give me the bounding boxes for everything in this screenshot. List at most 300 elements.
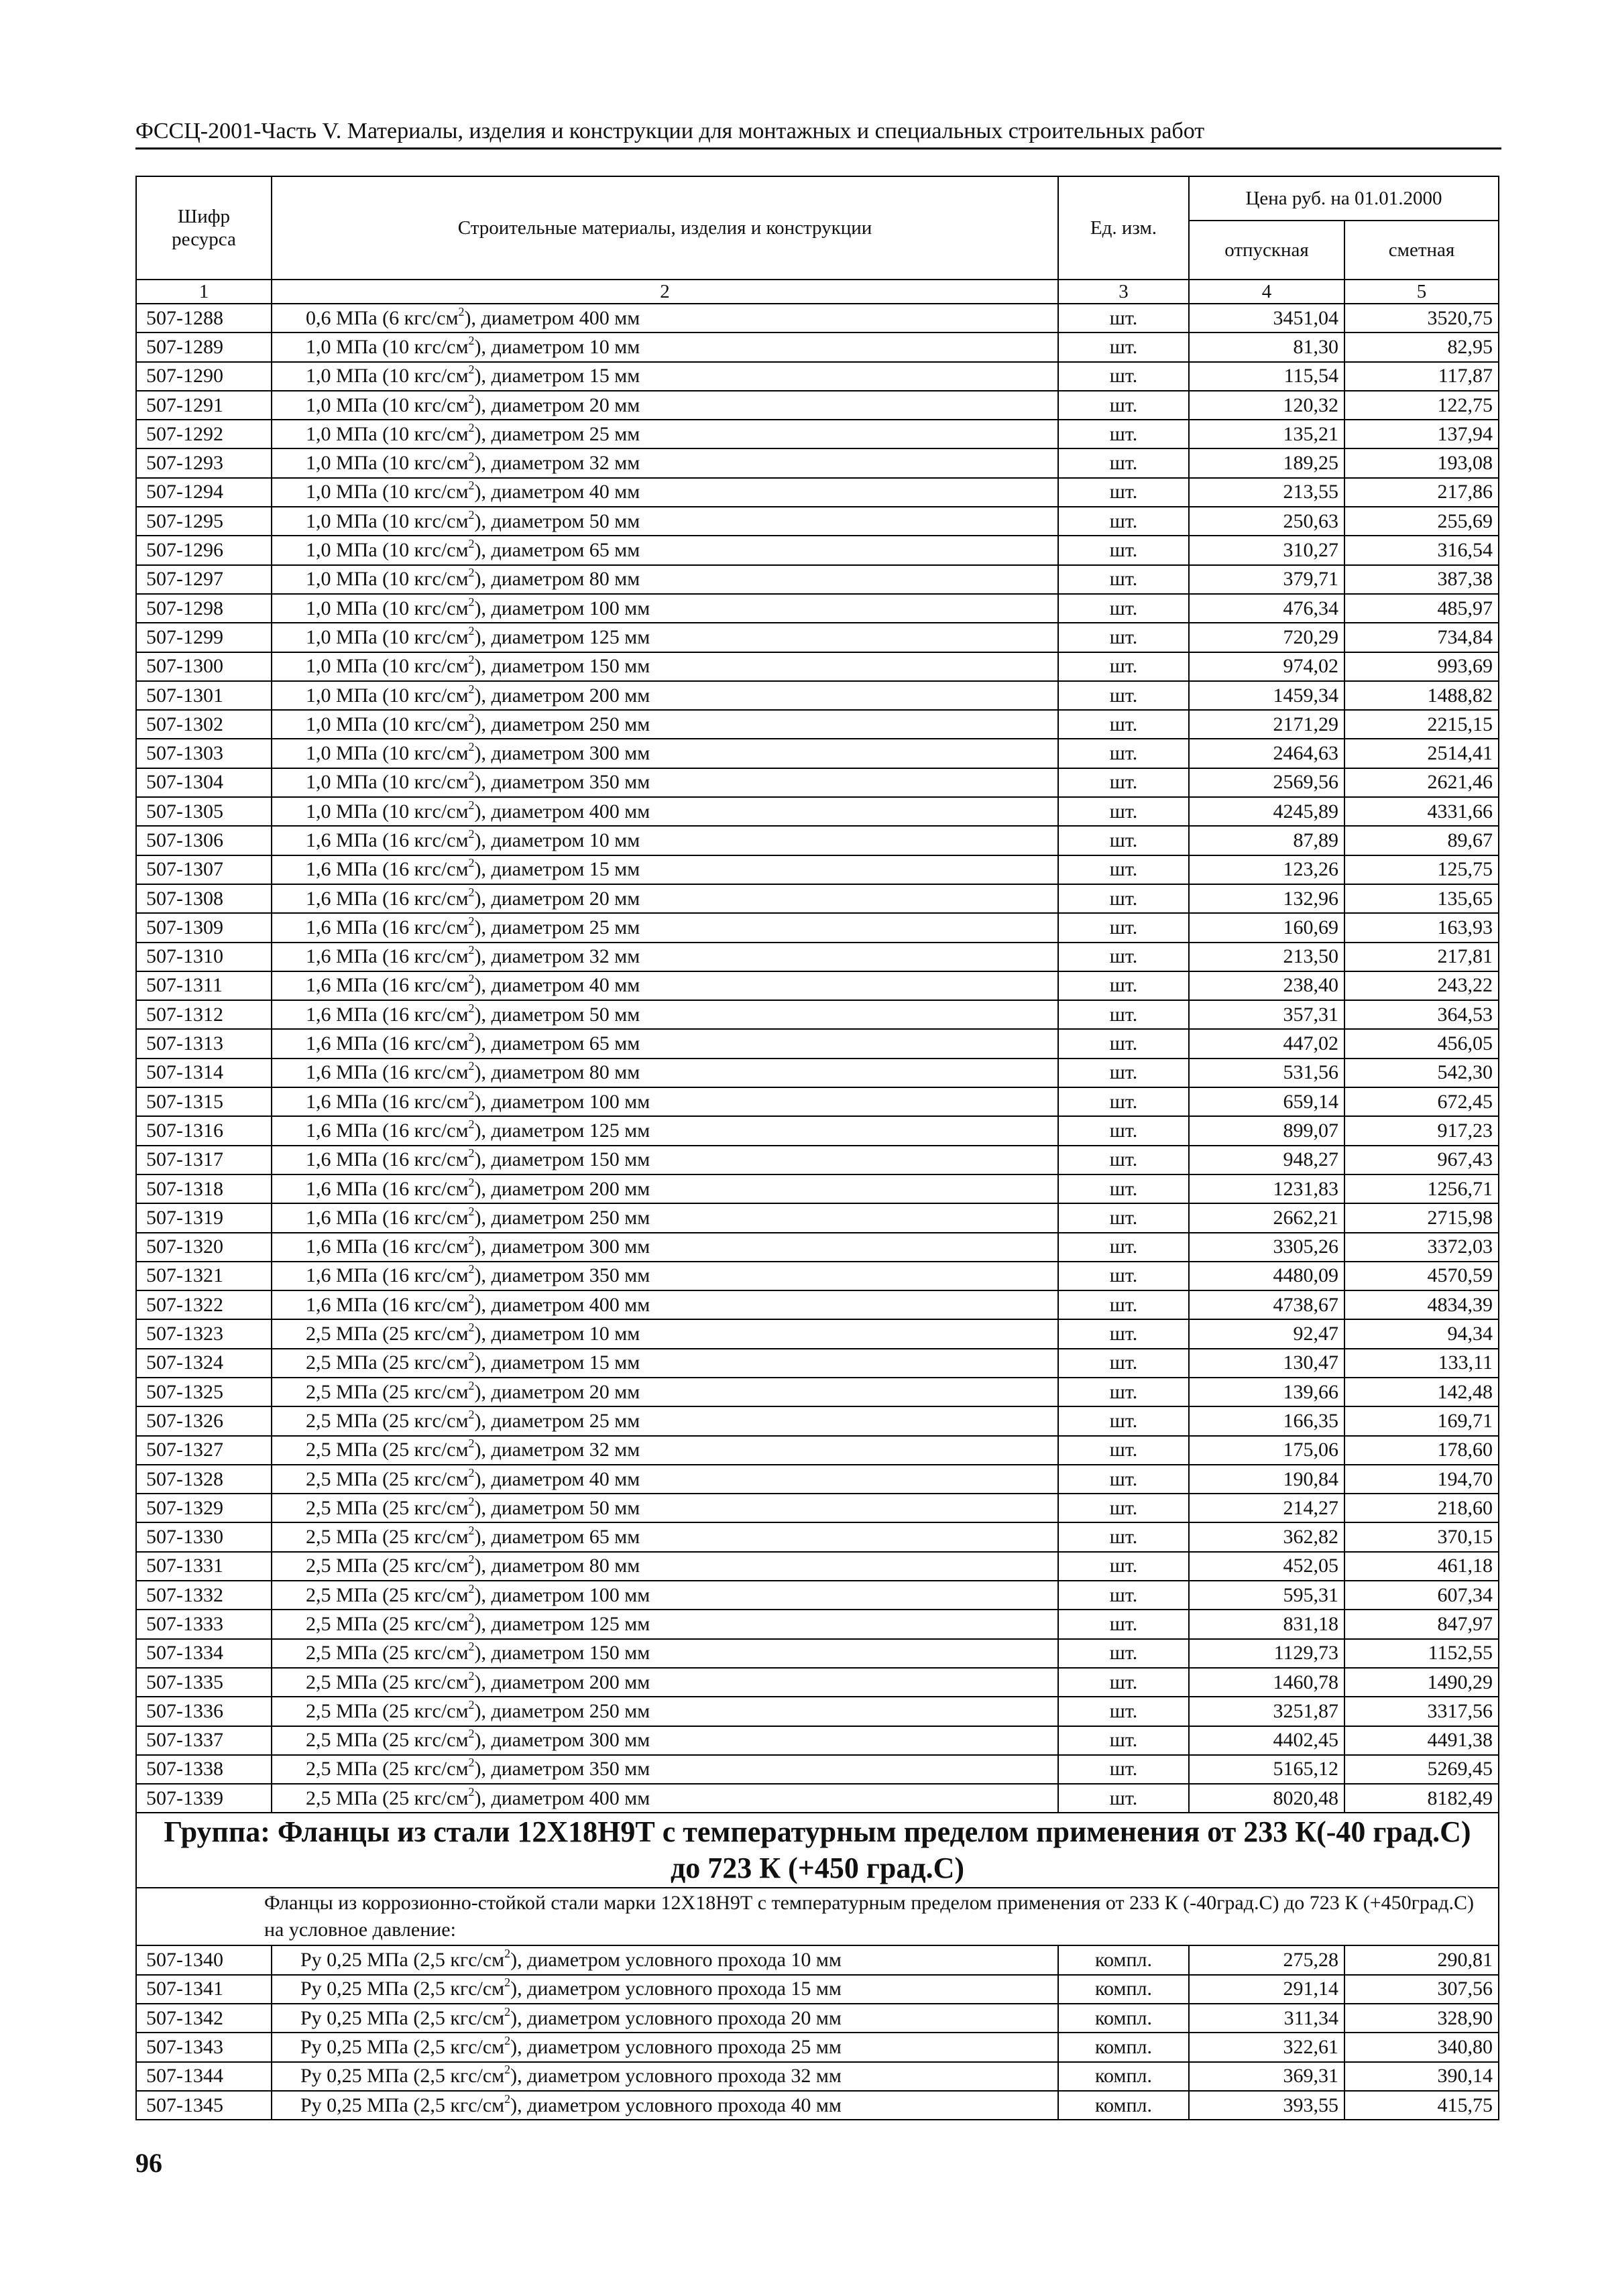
- cell-name: [272, 507, 1058, 536]
- name-part: Ру 0,25 МПа (2,5 кгс/см: [300, 1949, 505, 1972]
- cell-name: [272, 448, 1058, 477]
- superscript: 2: [468, 450, 475, 464]
- superscript: 2: [468, 1640, 475, 1654]
- name-part: ), диаметром условного прохода 32 мм: [510, 2065, 842, 2088]
- cell-price-estimate: 82,95: [1344, 333, 1499, 361]
- table-row: [136, 1174, 1499, 1203]
- cell-code: 507-1327: [136, 1436, 272, 1465]
- name-part: ), диаметром 25 мм: [474, 1409, 640, 1432]
- cell-unit: шт.: [1058, 1610, 1189, 1638]
- cell-price-release: 135,21: [1189, 420, 1344, 448]
- cell-code: 507-1305: [136, 797, 272, 826]
- name-part: 1,6 МПа (16 кгс/см: [306, 1206, 469, 1229]
- superscript: 2: [468, 1697, 475, 1711]
- name-part: Ру 0,25 МПа (2,5 кгс/см: [300, 1978, 505, 2000]
- name-part: ), диаметром 80 мм: [474, 568, 640, 591]
- cell-price-estimate: 1256,71: [1344, 1174, 1499, 1203]
- cell-price-release: 166,35: [1189, 1406, 1344, 1435]
- cell-name: [272, 1755, 1058, 1784]
- table-row: [136, 507, 1499, 536]
- cell-name: [272, 536, 1058, 564]
- cell-code: 507-1336: [136, 1697, 272, 1726]
- cell-price-release: 2662,21: [1189, 1203, 1344, 1232]
- cell-unit: шт.: [1058, 768, 1189, 797]
- cell-code: 507-1290: [136, 362, 272, 391]
- table-row: [136, 768, 1499, 797]
- superscript: 2: [504, 2063, 511, 2077]
- cell-unit: компл.: [1058, 2004, 1189, 2033]
- name-part: Ру 0,25 МПа (2,5 кгс/см: [300, 2006, 505, 2029]
- cell-code: 507-1326: [136, 1406, 272, 1435]
- cell-price-estimate: 917,23: [1344, 1116, 1499, 1145]
- superscript: 2: [468, 914, 475, 928]
- cell-price-release: 3451,04: [1189, 304, 1344, 333]
- cell-code: 507-1345: [136, 2091, 272, 2120]
- cell-code: 507-1342: [136, 2004, 272, 2033]
- name-part: ), диаметром 350 мм: [474, 1758, 650, 1780]
- name-part: 1,0 МПа (10 кгс/см: [306, 481, 469, 503]
- cell-code: 507-1341: [136, 1975, 272, 2004]
- cell-price-estimate: 4834,39: [1344, 1290, 1499, 1319]
- cell-name: [272, 913, 1058, 942]
- group-description: Фланцы из коррозионно-стойкой стали марки 12Х18Н9Т с температурным пределом применения от 233 К (-40град.С) до 723 К (+450град.С) на условное давление:: [136, 1888, 1499, 1945]
- cell-price-estimate: 125,75: [1344, 855, 1499, 884]
- table-row: [136, 594, 1499, 623]
- name-part: ), диаметром 400 мм: [474, 1293, 650, 1316]
- cell-price-release: 452,05: [1189, 1552, 1344, 1581]
- name-part: 2,5 МПа (25 кгс/см: [306, 1496, 469, 1519]
- cell-code: 507-1303: [136, 739, 272, 768]
- cell-price-estimate: 672,45: [1344, 1087, 1499, 1116]
- cell-price-release: 175,06: [1189, 1436, 1344, 1465]
- cell-unit: шт.: [1058, 478, 1189, 507]
- cell-price-release: 476,34: [1189, 594, 1344, 623]
- cell-name: [272, 565, 1058, 594]
- superscript: 2: [468, 769, 475, 783]
- cell-price-release: 311,34: [1189, 2004, 1344, 2033]
- cell-name: [272, 2062, 1058, 2091]
- name-part: ), диаметром 10 мм: [474, 1323, 640, 1345]
- name-part: 1,0 МПа (10 кгс/см: [306, 625, 469, 648]
- name-part: 2,5 МПа (25 кгс/см: [306, 1409, 469, 1432]
- cell-unit: шт.: [1058, 1668, 1189, 1697]
- superscript: 2: [468, 711, 475, 725]
- cell-name: [272, 333, 1058, 361]
- cell-unit: шт.: [1058, 1465, 1189, 1494]
- cell-unit: шт.: [1058, 1233, 1189, 1262]
- running-header: ФССЦ-2001-Часть V. Материалы, изделия и конструкции для монтажных и специальных строительных работ: [135, 115, 1501, 149]
- cell-unit: шт.: [1058, 1639, 1189, 1668]
- cell-price-release: 87,89: [1189, 826, 1344, 855]
- cell-unit: шт.: [1058, 1552, 1189, 1581]
- col-header-price-estimate: сметная: [1344, 221, 1499, 280]
- cell-unit: шт.: [1058, 623, 1189, 652]
- table-row: [136, 1945, 1499, 1974]
- superscript: 2: [468, 682, 475, 696]
- table-row: [136, 1233, 1499, 1262]
- cell-price-estimate: 133,11: [1344, 1349, 1499, 1378]
- col-number: 2: [272, 280, 1058, 304]
- cell-price-release: 214,27: [1189, 1494, 1344, 1522]
- superscript: 2: [468, 1581, 475, 1595]
- table-row: [136, 913, 1499, 942]
- table-row: [136, 797, 1499, 826]
- cell-code: 507-1333: [136, 1610, 272, 1638]
- cell-unit: шт.: [1058, 681, 1189, 710]
- cell-unit: шт.: [1058, 1203, 1189, 1232]
- name-part: ), диаметром 100 мм: [474, 597, 650, 619]
- cell-unit: шт.: [1058, 1087, 1189, 1116]
- name-part: 1,6 МПа (16 кгс/см: [306, 858, 469, 881]
- cell-code: 507-1329: [136, 1494, 272, 1522]
- cell-code: 507-1335: [136, 1668, 272, 1697]
- cell-unit: шт.: [1058, 855, 1189, 884]
- cell-code: 507-1312: [136, 1000, 272, 1029]
- cell-price-release: 160,69: [1189, 913, 1344, 942]
- cell-unit: шт.: [1058, 739, 1189, 768]
- col-number: 1: [136, 280, 272, 304]
- name-part: ), диаметром 25 мм: [474, 916, 640, 939]
- name-part: ), диаметром 15 мм: [474, 1351, 640, 1374]
- name-part: ), диаметром 32 мм: [474, 452, 640, 475]
- cell-price-estimate: 415,75: [1344, 2091, 1499, 2120]
- cell-unit: шт.: [1058, 1726, 1189, 1755]
- name-part: 1,6 МПа (16 кгс/см: [306, 1264, 469, 1287]
- group-section: [136, 1813, 1499, 1945]
- cell-name: [272, 2033, 1058, 2061]
- cell-price-estimate: 122,75: [1344, 391, 1499, 420]
- name-part: 1,6 МПа (16 кгс/см: [306, 887, 469, 910]
- name-part: 2,5 МПа (25 кгс/см: [306, 1671, 469, 1693]
- name-part: ), диаметром 40 мм: [474, 481, 640, 503]
- cell-unit: шт.: [1058, 448, 1189, 477]
- group-title: Группа: Фланцы из стали 12Х18Н9Т с температурным пределом применения от 233 К(-40 град.С) до 723 К (+450 град.С): [136, 1813, 1499, 1888]
- cell-price-estimate: 135,65: [1344, 884, 1499, 913]
- name-part: 2,5 МПа (25 кгс/см: [306, 1699, 469, 1722]
- table-row: [136, 1975, 1499, 2004]
- name-part: ), диаметром 250 мм: [474, 1699, 650, 1722]
- table-row: [136, 1784, 1499, 1813]
- col-header-name: Строительные материалы, изделия и конструкции: [272, 176, 1058, 280]
- cell-name: [272, 1610, 1058, 1638]
- cell-price-estimate: 218,60: [1344, 1494, 1499, 1522]
- cell-name: [272, 1349, 1058, 1378]
- cell-price-release: 369,31: [1189, 2062, 1344, 2091]
- cell-price-estimate: 340,80: [1344, 2033, 1499, 2061]
- cell-price-estimate: 316,54: [1344, 536, 1499, 564]
- superscript: 2: [468, 1088, 475, 1102]
- cell-unit: шт.: [1058, 710, 1189, 739]
- cell-price-estimate: 217,81: [1344, 943, 1499, 971]
- cell-name: [272, 1059, 1058, 1087]
- table-row: [136, 1610, 1499, 1638]
- cell-unit: шт.: [1058, 1755, 1189, 1784]
- table-row: [136, 1697, 1499, 1726]
- cell-unit: шт.: [1058, 1581, 1189, 1610]
- superscript: 2: [468, 653, 475, 667]
- name-part: ), диаметром 150 мм: [474, 1642, 650, 1665]
- cell-price-release: 4480,09: [1189, 1262, 1344, 1290]
- cell-unit: шт.: [1058, 333, 1189, 361]
- name-part: ), диаметром 65 мм: [474, 539, 640, 562]
- cell-code: 507-1309: [136, 913, 272, 942]
- cell-price-release: 291,14: [1189, 1975, 1344, 2004]
- cell-code: 507-1324: [136, 1349, 272, 1378]
- cell-unit: шт.: [1058, 1174, 1189, 1203]
- name-part: Ру 0,25 МПа (2,5 кгс/см: [300, 2065, 505, 2088]
- cell-name: [272, 797, 1058, 826]
- cell-code: 507-1334: [136, 1639, 272, 1668]
- cell-price-estimate: 255,69: [1344, 507, 1499, 536]
- cell-price-estimate: 1152,55: [1344, 1639, 1499, 1668]
- cell-code: 507-1313: [136, 1029, 272, 1058]
- name-part: ), диаметром 400 мм: [474, 800, 650, 823]
- name-part: 2,5 МПа (25 кгс/см: [306, 1583, 469, 1606]
- name-part: ), диаметром 150 мм: [474, 1148, 650, 1171]
- cell-unit: шт.: [1058, 1406, 1189, 1435]
- superscript: 2: [468, 1611, 475, 1624]
- cell-price-estimate: 390,14: [1344, 2062, 1499, 2091]
- cell-code: 507-1337: [136, 1726, 272, 1755]
- cell-name: [272, 1203, 1058, 1232]
- table-row: [136, 1029, 1499, 1058]
- cell-name: [272, 943, 1058, 971]
- cell-name: [272, 768, 1058, 797]
- superscript: 2: [468, 1465, 475, 1479]
- cell-code: 507-1317: [136, 1146, 272, 1174]
- table-row: [136, 1349, 1499, 1378]
- table-row: [136, 1059, 1499, 1087]
- table-row: [136, 304, 1499, 333]
- superscript: 2: [468, 1321, 475, 1335]
- name-part: ), диаметром 50 мм: [474, 1003, 640, 1026]
- cell-price-release: 5165,12: [1189, 1755, 1344, 1784]
- cell-name: [272, 623, 1058, 652]
- superscript: 2: [468, 1494, 475, 1508]
- cell-name: [272, 710, 1058, 739]
- name-part: ), диаметром 100 мм: [474, 1090, 650, 1113]
- name-part: 1,6 МПа (16 кгс/см: [306, 1119, 469, 1142]
- cell-price-estimate: 485,97: [1344, 594, 1499, 623]
- superscript: 2: [468, 1233, 475, 1248]
- cell-code: 507-1340: [136, 1945, 272, 1974]
- cell-price-release: 899,07: [1189, 1116, 1344, 1145]
- name-part: 1,0 МПа (10 кгс/см: [306, 568, 469, 591]
- cell-unit: компл.: [1058, 2033, 1189, 2061]
- cell-price-release: 362,82: [1189, 1522, 1344, 1551]
- superscript: 2: [504, 2033, 511, 2047]
- name-part: ), диаметром условного прохода 40 мм: [510, 2094, 842, 2116]
- col-number: 5: [1344, 280, 1499, 304]
- name-part: 2,5 МПа (25 кгс/см: [306, 1323, 469, 1345]
- cell-name: [272, 2004, 1058, 2033]
- cell-name: [272, 1494, 1058, 1522]
- cell-name: [272, 1522, 1058, 1551]
- cell-price-release: 189,25: [1189, 448, 1344, 477]
- cell-code: 507-1302: [136, 710, 272, 739]
- superscript: 2: [468, 1204, 475, 1218]
- name-part: 1,6 МПа (16 кгс/см: [306, 1148, 469, 1171]
- superscript: 2: [468, 566, 475, 580]
- col-number: 3: [1058, 280, 1189, 304]
- cell-name: [272, 681, 1058, 710]
- superscript: 2: [468, 1756, 475, 1770]
- cell-code: 507-1288: [136, 304, 272, 333]
- name-part: ), диаметром 80 мм: [474, 1555, 640, 1577]
- name-part: 1,6 МПа (16 кгс/см: [306, 829, 469, 851]
- cell-name: [272, 884, 1058, 913]
- cell-name: [272, 1975, 1058, 2004]
- cell-price-release: 120,32: [1189, 391, 1344, 420]
- cell-price-release: 310,27: [1189, 536, 1344, 564]
- cell-price-release: 213,55: [1189, 478, 1344, 507]
- cell-unit: шт.: [1058, 652, 1189, 681]
- name-part: ), диаметром 350 мм: [474, 771, 650, 794]
- superscript: 2: [468, 1291, 475, 1305]
- cell-name: [272, 1697, 1058, 1726]
- name-part: 2,5 МПа (25 кгс/см: [306, 1526, 469, 1549]
- cell-name: [272, 1233, 1058, 1262]
- cell-unit: шт.: [1058, 1522, 1189, 1551]
- cell-unit: шт.: [1058, 1784, 1189, 1813]
- name-part: ), диаметром 400 мм: [474, 1787, 650, 1809]
- cell-code: 507-1295: [136, 507, 272, 536]
- cell-price-release: 357,31: [1189, 1000, 1344, 1029]
- name-part: 2,5 МПа (25 кгс/см: [306, 1729, 469, 1752]
- cell-name: [272, 1290, 1058, 1319]
- table-row: [136, 1581, 1499, 1610]
- cell-price-estimate: 993,69: [1344, 652, 1499, 681]
- superscript: 2: [468, 827, 475, 841]
- cell-price-release: 115,54: [1189, 362, 1344, 391]
- name-part: 1,6 МПа (16 кгс/см: [306, 1235, 469, 1258]
- name-part: ), диаметром 300 мм: [474, 1729, 650, 1752]
- cell-name: [272, 478, 1058, 507]
- table-row: [136, 1436, 1499, 1465]
- cell-price-estimate: 542,30: [1344, 1059, 1499, 1087]
- name-part: 0,6 МПа (6 кгс/см: [306, 306, 459, 329]
- name-part: ), диаметром условного прохода 20 мм: [510, 2006, 842, 2029]
- superscript: 2: [468, 1146, 475, 1160]
- cell-code: 507-1314: [136, 1059, 272, 1087]
- cell-price-estimate: 89,67: [1344, 826, 1499, 855]
- superscript: 2: [468, 1262, 475, 1276]
- cell-code: 507-1306: [136, 826, 272, 855]
- name-part: 2,5 МПа (25 кгс/см: [306, 1555, 469, 1577]
- cell-unit: шт.: [1058, 943, 1189, 971]
- cell-price-estimate: 2514,41: [1344, 739, 1499, 768]
- superscript: 2: [468, 363, 475, 377]
- cell-price-release: 132,96: [1189, 884, 1344, 913]
- cell-code: 507-1321: [136, 1262, 272, 1290]
- name-part: 2,5 МПа (25 кгс/см: [306, 1613, 469, 1635]
- cell-price-release: 123,26: [1189, 855, 1344, 884]
- cell-price-release: 1460,78: [1189, 1668, 1344, 1697]
- cell-price-estimate: 307,56: [1344, 1975, 1499, 2004]
- superscript: 2: [468, 1407, 475, 1421]
- col-header-price-group: Цена руб. на 01.01.2000: [1189, 176, 1499, 221]
- cell-name: [272, 391, 1058, 420]
- name-part: 2,5 МПа (25 кгс/см: [306, 1439, 469, 1461]
- cell-price-release: 659,14: [1189, 1087, 1344, 1116]
- table-row: [136, 2091, 1499, 2120]
- name-part: 1,6 МПа (16 кгс/см: [306, 1293, 469, 1316]
- superscript: 2: [468, 1175, 475, 1189]
- cell-code: 507-1339: [136, 1784, 272, 1813]
- superscript: 2: [504, 1976, 511, 1990]
- cell-price-estimate: 370,15: [1344, 1522, 1499, 1551]
- table-row: [136, 1494, 1499, 1522]
- name-part: ), диаметром 250 мм: [474, 1206, 650, 1229]
- cell-price-release: 1459,34: [1189, 681, 1344, 710]
- cell-price-estimate: 1490,29: [1344, 1668, 1499, 1697]
- cell-name: [272, 1087, 1058, 1116]
- cell-price-release: 8020,48: [1189, 1784, 1344, 1813]
- cell-price-estimate: 94,34: [1344, 1319, 1499, 1348]
- cell-name: [272, 652, 1058, 681]
- name-part: 2,5 МПа (25 кгс/см: [306, 1642, 469, 1665]
- name-part: 1,0 МПа (10 кгс/см: [306, 452, 469, 475]
- table-row: [136, 1203, 1499, 1232]
- superscript: 2: [458, 304, 465, 318]
- cell-unit: компл.: [1058, 2091, 1189, 2120]
- name-part: 2,5 МПа (25 кгс/см: [306, 1351, 469, 1374]
- name-part: 1,6 МПа (16 кгс/см: [306, 916, 469, 939]
- cell-price-release: 3251,87: [1189, 1697, 1344, 1726]
- cell-price-estimate: 847,97: [1344, 1610, 1499, 1638]
- cell-price-release: 393,55: [1189, 2091, 1344, 2120]
- table-row: [136, 536, 1499, 564]
- name-part: ), диаметром 100 мм: [474, 1583, 650, 1606]
- table-row: [136, 1319, 1499, 1348]
- cell-name: [272, 304, 1058, 333]
- name-part: ), диаметром 25 мм: [474, 422, 640, 445]
- cell-price-estimate: 461,18: [1344, 1552, 1499, 1581]
- cell-price-release: 238,40: [1189, 971, 1344, 1000]
- cell-price-release: 379,71: [1189, 565, 1344, 594]
- superscript: 2: [468, 1117, 475, 1131]
- cell-code: 507-1343: [136, 2033, 272, 2061]
- cell-unit: шт.: [1058, 913, 1189, 942]
- table-row: [136, 420, 1499, 448]
- cell-code: 507-1292: [136, 420, 272, 448]
- cell-code: 507-1308: [136, 884, 272, 913]
- name-part: 1,0 МПа (10 кгс/см: [306, 539, 469, 562]
- cell-unit: шт.: [1058, 420, 1189, 448]
- cell-name: [272, 855, 1058, 884]
- table-row: [136, 1639, 1499, 1668]
- superscript: 2: [468, 885, 475, 899]
- cell-price-estimate: 217,86: [1344, 478, 1499, 507]
- superscript: 2: [504, 1947, 511, 1961]
- table-row: [136, 391, 1499, 420]
- cell-price-estimate: 2215,15: [1344, 710, 1499, 739]
- cell-code: 507-1338: [136, 1755, 272, 1784]
- cell-price-estimate: 193,08: [1344, 448, 1499, 477]
- superscript: 2: [468, 595, 475, 609]
- table-row: [136, 1668, 1499, 1697]
- name-part: ), диаметром 50 мм: [474, 1496, 640, 1519]
- table-body: [136, 304, 1499, 1813]
- cell-unit: компл.: [1058, 1945, 1189, 1974]
- superscript: 2: [468, 391, 475, 406]
- cell-unit: шт.: [1058, 1262, 1189, 1290]
- name-part: ), диаметром 40 мм: [474, 974, 640, 997]
- table-row: [136, 1290, 1499, 1319]
- cell-code: 507-1320: [136, 1233, 272, 1262]
- cell-code: 507-1307: [136, 855, 272, 884]
- name-part: ), диаметром 32 мм: [474, 1439, 640, 1461]
